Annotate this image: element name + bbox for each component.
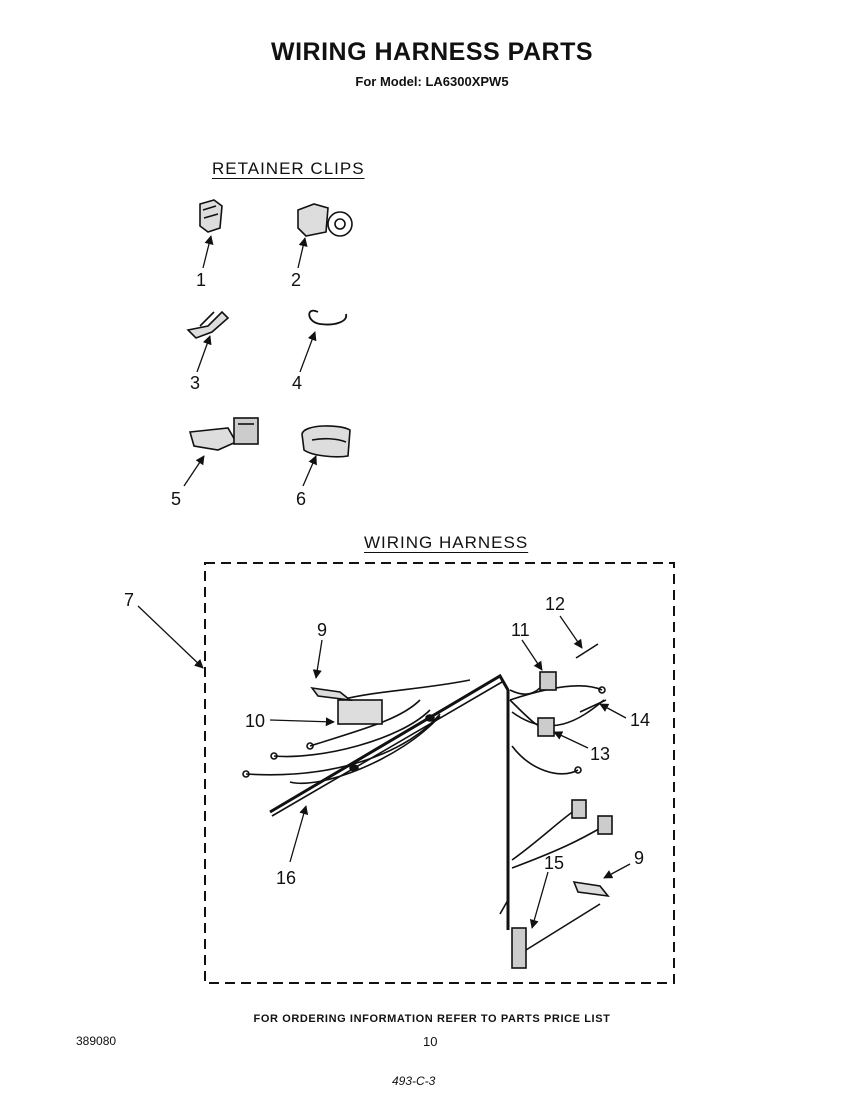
callout-4: 4 <box>292 373 303 393</box>
retainer-clip-5 <box>190 418 258 450</box>
retainer-clip-4 <box>309 311 346 325</box>
callout-13: 13 <box>590 744 611 764</box>
section-title-wiring-harness: WIRING HARNESS <box>364 533 529 552</box>
callout-16: 16 <box>276 868 297 888</box>
callout-15: 15 <box>544 853 565 873</box>
model-subtitle: For Model: LA6300XPW5 <box>355 74 509 89</box>
document-number: 389080 <box>76 1034 117 1048</box>
retainer-clip-1 <box>200 200 222 232</box>
callout-1: 1 <box>196 270 207 290</box>
callout-12: 12 <box>545 594 566 614</box>
retainer-clip-2 <box>298 204 352 236</box>
ordering-note: FOR ORDERING INFORMATION REFER TO PARTS PRICE LIST <box>253 1013 611 1025</box>
section-title-retainer-clips: RETAINER CLIPS <box>212 159 365 178</box>
callout-11: 11 <box>511 620 530 640</box>
retainer-clip-6 <box>302 426 350 457</box>
callout-2: 2 <box>291 270 302 290</box>
page-number: 10 <box>423 1034 438 1049</box>
wiring-harness-assembly <box>243 644 612 968</box>
callout-14: 14 <box>630 710 651 730</box>
callout-9-right: 9 <box>634 848 645 868</box>
callout-5: 5 <box>171 489 182 509</box>
callout-3: 3 <box>190 373 201 393</box>
revision-stamp: 493-C-3 <box>392 1074 436 1088</box>
page-title: WIRING HARNESS PARTS <box>270 38 594 66</box>
retainer-clip-3 <box>188 312 228 338</box>
callout-10: 10 <box>245 711 266 731</box>
harness-frame <box>205 563 674 983</box>
callout-7: 7 <box>124 590 135 610</box>
callout-9-left: 9 <box>317 620 328 640</box>
callout-6: 6 <box>296 489 307 509</box>
